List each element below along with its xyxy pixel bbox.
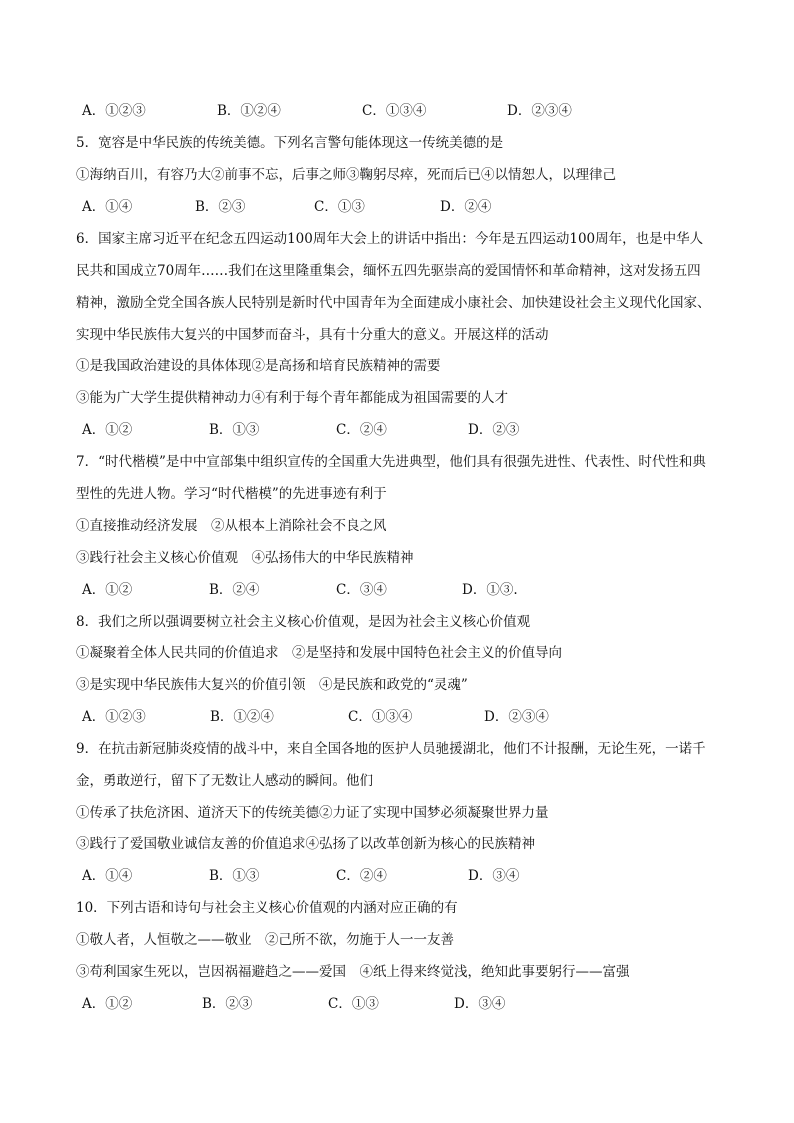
q6-option-c: C．②④ (336, 422, 387, 438)
q9-option-a: A．①④ (82, 868, 133, 884)
q8-option-b: B．①②④ (210, 709, 274, 725)
q5-option-c: C．①③ (314, 199, 365, 215)
q8-items-line-1: ①凝聚着全体人民共同的价值追求 ②是坚持和发展中国特色社会主义的价值导向 (76, 645, 562, 661)
q6-stem-line-3: 精神，激励全党全国各族人民特别是新时代中国青年为全面建成小康社会、加快建设社会主义现代化国家、 (76, 295, 711, 311)
q4-option-c: C．①③④ (362, 103, 427, 119)
q6-stem-line-2: 民共和国成立70周年……我们在这里隆重集会，缅怀五四先驱崇高的爱国情怀和革命精神，这对发扬五四 (76, 263, 701, 279)
q9-option-d: D．③④ (468, 868, 520, 884)
q6-items-line-2: ③能为广大学生提供精神动力④有利于每个青年都能成为祖国需要的人才 (76, 390, 508, 406)
q9-option-b: B．①③ (209, 868, 260, 884)
q6-options (82, 420, 722, 440)
q6-option-a: A．①② (82, 422, 133, 438)
q10-option-b: B．②③ (202, 996, 253, 1012)
q4-options (82, 101, 722, 121)
q5-option-a: A．①④ (82, 199, 133, 215)
q8-option-c: C．①③④ (348, 709, 413, 725)
q8-options (82, 707, 722, 727)
q10-stem: 10．下列古语和诗句与社会主义核心价值观的内涵对应正确的有 (76, 900, 458, 916)
q7-items-line-1: ①直接推动经济发展 ②从根本上消除社会不良之风 (76, 518, 387, 534)
q5-option-b: B．②③ (195, 199, 246, 215)
q10-option-a: A．①② (82, 996, 133, 1012)
q7-stem-line-2: 型性的先进人物。学习“时代楷模”的先进事迹有利于 (76, 486, 387, 502)
q7-stem-line-1: 7．“时代楷模”是中中宣部集中组织宣传的全国重大先进典型，他们具有很强先进性、代表性、时代性和典 (76, 454, 706, 470)
q10-option-d: D．③④ (454, 996, 506, 1012)
q7-option-d: D．①③. (462, 582, 518, 598)
q9-items-line-1: ①传承了扶危济困、道济天下的传统美德②力证了实现中国梦必须凝聚世界力量 (76, 805, 549, 821)
q7-option-b: B．②④ (209, 582, 260, 598)
q8-option-d: D．②③④ (484, 709, 549, 725)
q9-option-c: C．②④ (336, 868, 387, 884)
q5-option-d: D．②④ (440, 199, 492, 215)
q10-items-line-1: ①敬人者，人恒敬之——敬业 ②己所不欲，勿施于人一一友善 (76, 932, 454, 948)
q7-options (82, 580, 722, 600)
q9-items-line-2: ③践行了爱国敬业诚信友善的价值追求④弘扬了以改革创新为核心的民族精神 (76, 836, 535, 852)
q5-stem: 5．宽容是中华民族的传统美德。下列名言警句能体现这一传统美德的是 (76, 135, 504, 151)
q5-options (82, 197, 722, 217)
q4-option-b: B．①②④ (217, 103, 281, 119)
q6-stem-line-4: 实现中华民族伟大复兴的中国梦而奋斗，具有十分重大的意义。开展这样的活动 (76, 327, 549, 343)
q8-option-a: A．①②③ (82, 709, 146, 725)
q9-stem-line-1: 9．在抗击新冠肺炎疫情的战斗中，来自全国各地的医护人员驰援湖北，他们不计报酬，无论生死，一诺千 (76, 741, 706, 757)
q9-stem-line-2: 金，勇敢逆行，留下了无数让人感动的瞬间。他们 (76, 773, 373, 789)
q10-option-c: C．①③ (328, 996, 379, 1012)
q6-option-d: D．②③ (468, 422, 520, 438)
q5-items: ①海纳百川，有容乃大②前事不忘，后事之师③鞠躬尽瘁，死而后已④以情恕人，以理律己 (76, 167, 616, 183)
q4-option-d: D．②③④ (507, 103, 572, 119)
q6-stem-line-1: 6．国家主席习近平在纪念五四运动100周年大会上的讲话中指出：今年是五四运动100周年，也是中华人 (76, 231, 704, 247)
q7-option-a: A．①② (82, 582, 133, 598)
q6-items-line-1: ①是我国政治建设的具体体现②是高扬和培育民族精神的需要 (76, 358, 441, 374)
q10-items-line-2: ③苟利国家生死以，岂因祸福避趋之——爱国 ④纸上得来终觉浅，绝知此事要躬行——富强 (76, 964, 630, 980)
q7-option-c: C．③④ (336, 582, 387, 598)
q10-options (82, 994, 722, 1014)
q6-option-b: B．①③ (209, 422, 260, 438)
q8-stem: 8．我们之所以强调要树立社会主义核心价值观，是因为社会主义核心价值观 (76, 614, 531, 630)
q7-items-line-2: ③践行社会主义核心价值观 ④弘扬伟大的中华民族精神 (76, 550, 414, 566)
q8-items-line-2: ③是实现中华民族伟大复兴的价值引领 ④是民族和政党的“灵魂” (76, 677, 468, 693)
q4-option-a: A．①②③ (82, 103, 146, 119)
q9-options (82, 866, 722, 886)
